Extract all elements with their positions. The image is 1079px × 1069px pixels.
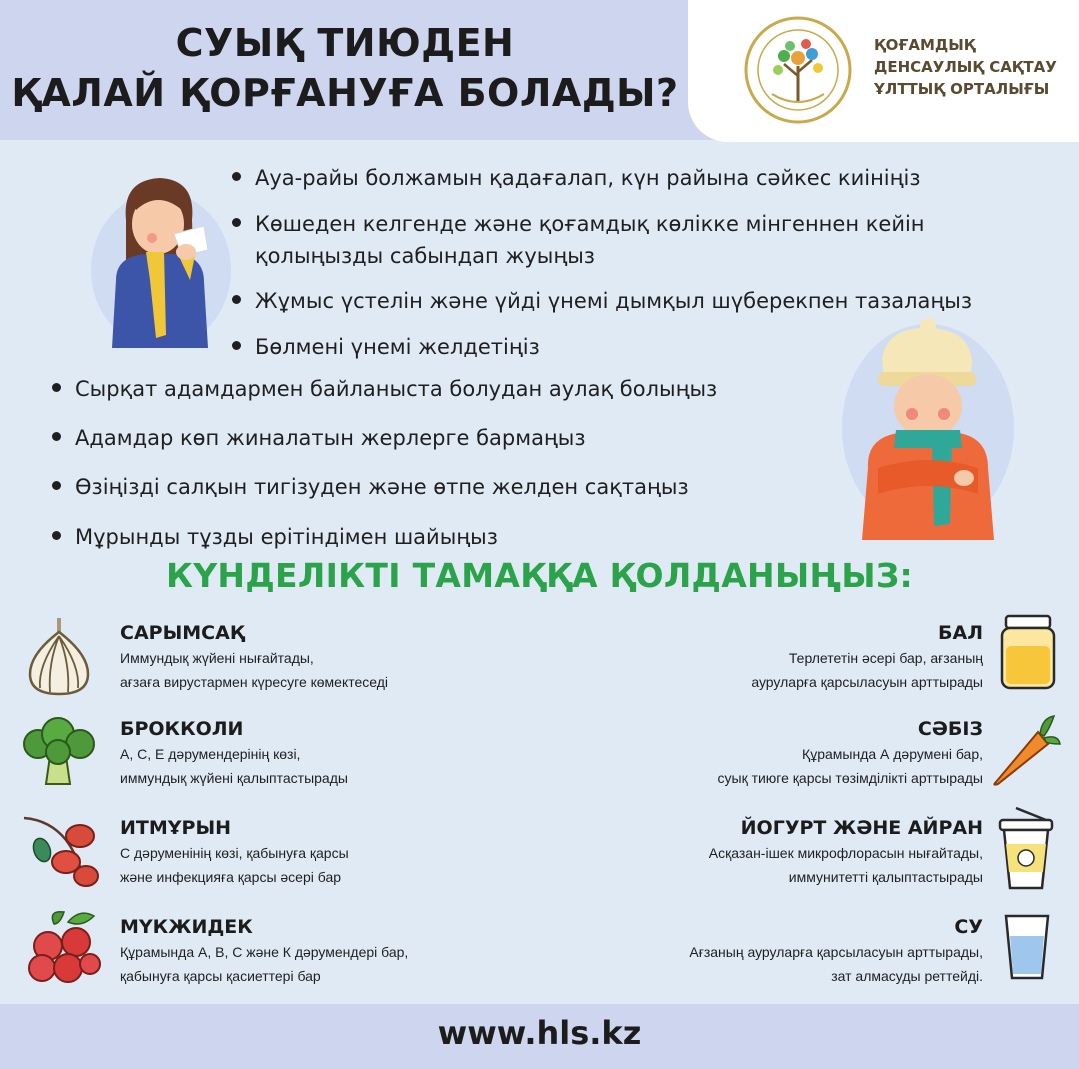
food-name: МҮКЖИДЕК [120, 916, 253, 938]
food-desc-line-1: А, С, Е дәрумендерінің көзі, [120, 746, 301, 762]
page-title [0, 18, 690, 118]
bullet-dot [232, 341, 241, 350]
tip-item [232, 162, 921, 194]
organization-seal-icon [742, 14, 854, 126]
food-water [689, 914, 983, 988]
food-desc-line-2: суық тиюге қарсы төзімділікті арттырады [717, 770, 983, 786]
food-cranberry [120, 914, 408, 988]
food-desc-line-2: иммундық жүйені қалыптастырады [120, 770, 348, 786]
tip-text: Жұмыс үстелін және үйді үнемі дымқыл шүберекпен тазалаңыз [255, 289, 973, 313]
shivering-man-illustration [838, 318, 1016, 546]
food-desc-line-2: ауруларға қарсыласуын арттырады [751, 674, 983, 690]
tip-item [232, 208, 925, 272]
food-name: САРЫМСАҚ [120, 622, 245, 644]
tip-text: Көшеден келгенде және қоғамдық көлікке мінгеннен кейін [255, 212, 925, 236]
food-desc-line-1: Терлететін әсері бар, ағзаның [788, 650, 983, 666]
bullet-dot [52, 383, 61, 392]
tip-item [52, 373, 717, 405]
food-name: СУ [954, 916, 983, 938]
tip-text: Адамдар көп жиналатын жерлерге бармаңыз [75, 426, 586, 450]
foods-heading: КҮНДЕЛІКТІ ТАМАҚҚА ҚОЛДАНЫҢЫЗ: [165, 556, 914, 595]
tip-item [232, 331, 540, 363]
food-desc-line-1: Асқазан-ішек микрофлорасын нығайтады, [708, 845, 983, 861]
honey-jar-icon [998, 612, 1058, 692]
food-garlic [120, 620, 388, 694]
food-carrot [718, 716, 984, 790]
food-name: БАЛ [938, 622, 983, 644]
food-rosehip [120, 815, 349, 889]
tip-item [232, 285, 972, 317]
food-name: БРОККОЛИ [120, 718, 244, 740]
tip-item [52, 521, 498, 553]
food-name: СӘБІЗ [917, 718, 983, 740]
bullet-dot [52, 531, 61, 540]
tip-item [52, 422, 586, 454]
bullet-dot [232, 218, 241, 227]
org-line-2: ДЕНСАУЛЫҚ САҚТАУ [874, 58, 1057, 76]
food-yogurt [709, 815, 983, 889]
food-desc-line-1: Иммундық жүйені нығайтады, [120, 650, 314, 666]
food-desc-line-2: ағзаға вирустармен күресуге көмектеседі [120, 674, 389, 690]
sneezing-woman-illustration [86, 160, 236, 350]
food-desc-line-2: және инфекцияға қарсы әсері бар [120, 869, 342, 885]
tip-text: Ауа-райы болжамын қадағалап, күн райына сәйкес киініңіз [255, 166, 921, 190]
food-name: ЙОГУРТ ЖӘНЕ АЙРАН [740, 817, 983, 839]
yogurt-cup-icon [996, 806, 1056, 892]
organization-name [874, 34, 1074, 100]
food-desc-line-2: иммунитетті қалыптастырады [788, 869, 983, 885]
org-line-3: ҰЛТТЫҚ ОРТАЛЫҒЫ [874, 80, 1050, 98]
food-name: ИТМҰРЫН [120, 817, 232, 839]
tip-text: Сырқат адамдармен байланыста болудан аулақ болыңыз [75, 377, 718, 401]
cranberry-icon [24, 906, 102, 986]
food-desc-line-1: Ағзаның ауруларға қарсыласуын арттырады, [689, 944, 983, 960]
bullet-dot [52, 481, 61, 490]
tip-text: Өзіңізді салқын тигізуден және өтпе желден сақтаңыз [75, 475, 689, 499]
food-desc-line-2: зат алмасуды реттейді. [831, 968, 983, 984]
rosehip-icon [20, 810, 102, 892]
tip-text: Бөлмені үнемі желдетіңіз [255, 335, 540, 359]
title-line-2: ҚАЛАЙ ҚОРҒАНУҒА БОЛАДЫ? [11, 71, 679, 115]
bullet-dot [52, 432, 61, 441]
org-line-1: ҚОҒАМДЫҚ [874, 36, 976, 54]
bullet-dot [232, 295, 241, 304]
bullet-dot [232, 172, 241, 181]
tip-text: Мұрынды тұзды ерітіндімен шайыңыз [75, 525, 498, 549]
food-honey [751, 620, 983, 694]
food-desc-line-2: қабынуға қарсы қасиеттері бар [120, 968, 321, 984]
food-desc-line-1: С дәруменінің көзі, қабынуға қарсы [120, 845, 349, 861]
tip-item [52, 471, 689, 503]
garlic-icon [22, 614, 96, 698]
food-desc-line-1: Құрамында А дәрумені бар, [802, 746, 983, 762]
water-glass-icon [1002, 912, 1052, 982]
website-url: www.hls.kz [437, 1014, 642, 1052]
broccoli-icon [20, 712, 98, 788]
tip-text-continued: қолыңызды сабындап жуыңыз [255, 244, 595, 268]
carrot-icon [990, 712, 1062, 788]
title-line-1: СУЫҚ ТИЮДЕН [175, 21, 515, 65]
food-desc-line-1: Құрамында А, В, С және К дәрумендері бар, [120, 944, 409, 960]
food-broccoli [120, 716, 348, 790]
